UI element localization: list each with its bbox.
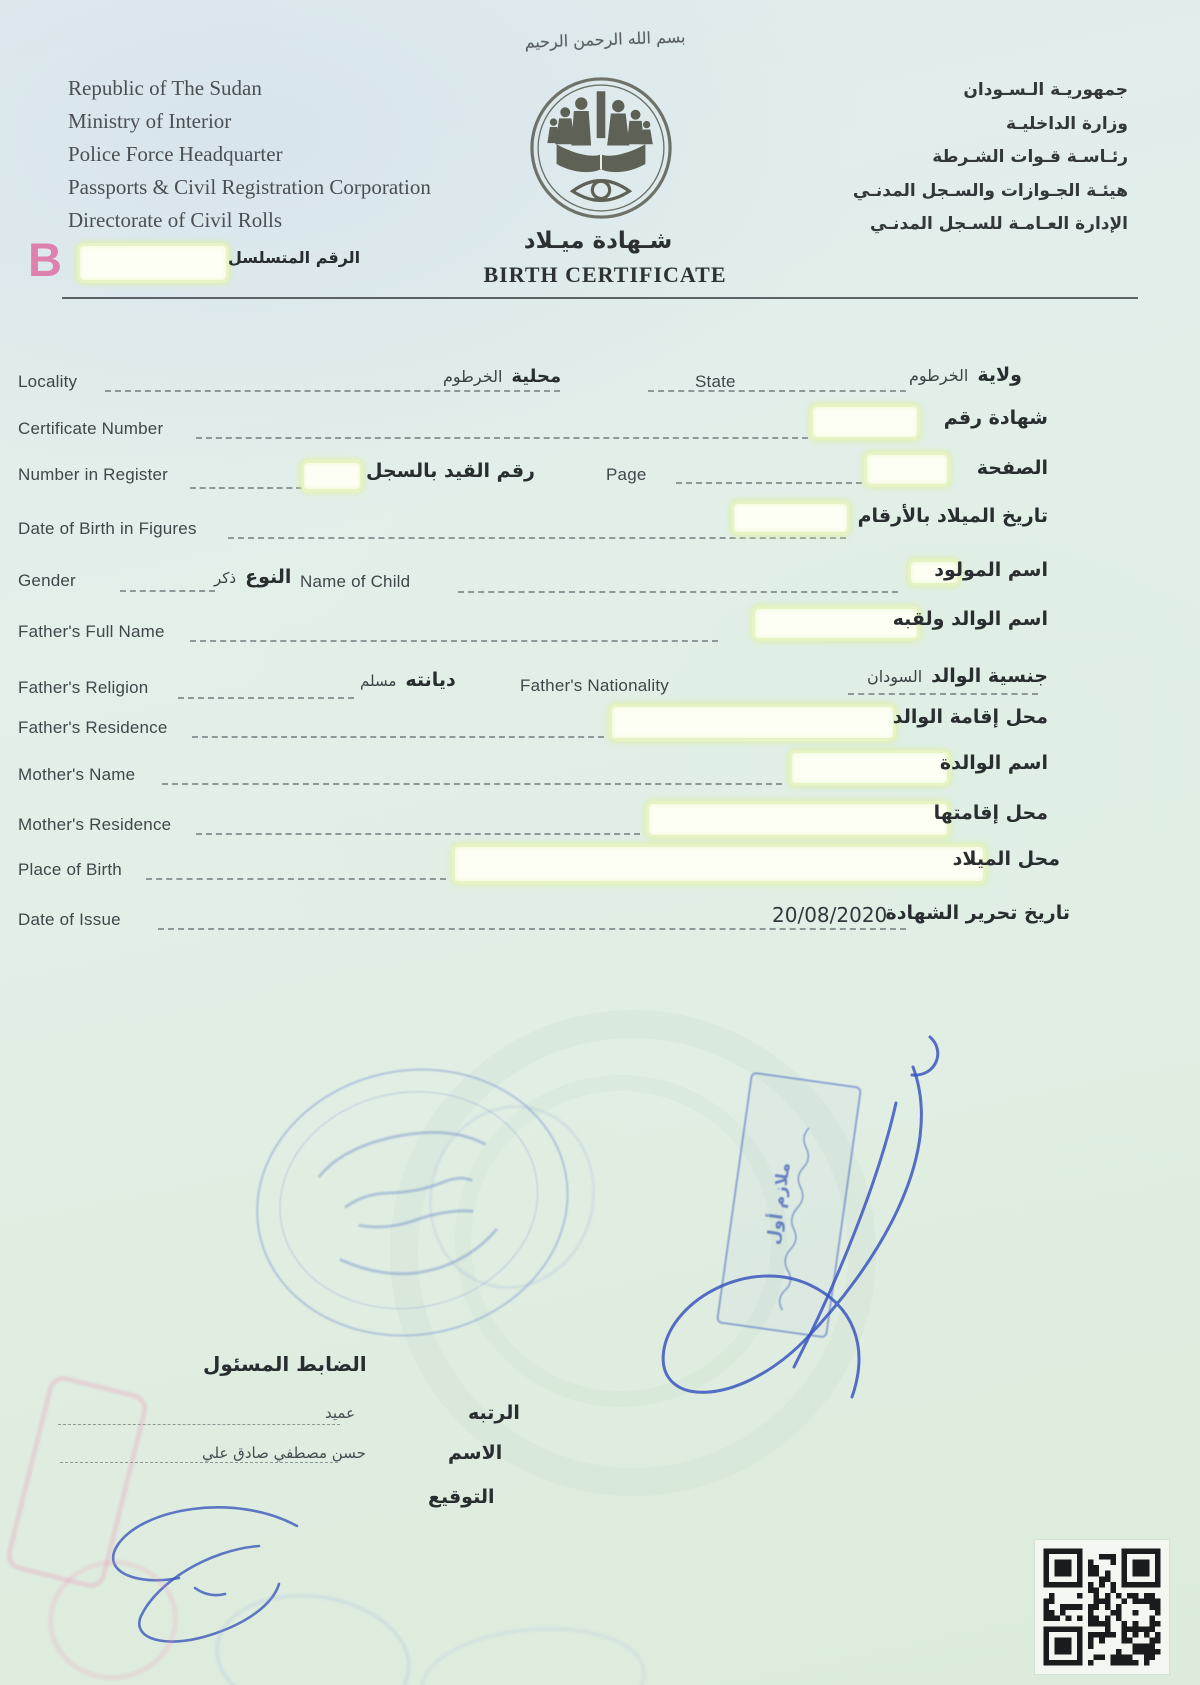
document-title-english: BIRTH CERTIFICATE — [483, 262, 727, 287]
dotted-line — [848, 693, 1038, 695]
gender-label: Gender — [18, 571, 76, 590]
locality-label: Locality — [18, 372, 78, 391]
page-number-redaction — [864, 452, 950, 487]
gender-value-pair — [214, 566, 291, 588]
father-residence-label: Father's Residence — [18, 718, 168, 737]
dotted-line — [105, 390, 560, 392]
org-line-ar: رئـاسـة قـوات الشـرطة — [932, 147, 1128, 167]
state-value-pair — [909, 364, 1022, 386]
father-nationality-arabic-value: السودان — [866, 667, 923, 686]
bismillah-calligraphy: بسم الله الرحمن الرحيم — [524, 27, 686, 52]
dotted-line — [190, 640, 718, 642]
state-arabic-value: الخرطوم — [908, 366, 969, 385]
place-of-birth-label: Place of Birth — [18, 860, 122, 879]
gender-arabic-label: النوع — [245, 566, 292, 588]
dob-figures-label: Date of Birth in Figures — [18, 519, 197, 538]
page-label: Page — [606, 465, 647, 484]
dotted-line — [228, 537, 846, 539]
father-nationality-arabic-label: جنسية الوالد — [931, 665, 1048, 687]
father-religion-arabic-value: مسلم — [360, 672, 397, 690]
officer-name-value: حسن مصطفي صادق علي — [202, 1444, 366, 1462]
officer-signature-large — [608, 1015, 998, 1435]
signature-label: التوقيع — [428, 1486, 495, 1508]
father-residence-redaction — [609, 704, 896, 741]
dotted-line — [196, 833, 640, 835]
father-name-arabic-label: اسم الوالد ولقبه — [892, 608, 1048, 630]
dotted-line — [676, 482, 862, 484]
org-lines-arabic — [828, 74, 1128, 242]
register-number-arabic-label: رقم القيد بالسجل — [366, 460, 535, 482]
place-of-birth-redaction — [452, 844, 986, 884]
rect-stamp-rank-text: ملازم أول — [763, 1161, 795, 1246]
mother-name-arabic-label: اسم الوالدة — [939, 752, 1048, 774]
rank-value: عميد — [325, 1404, 356, 1422]
date-of-issue-value: 20/08/2020 — [772, 903, 888, 927]
name-of-child-label: Name of Child — [300, 572, 411, 591]
org-line-en: Republic of The Sudan — [68, 76, 262, 100]
name-label: الاسم — [448, 1442, 503, 1464]
responsible-officer-title: الضابط المسئول — [203, 1352, 367, 1376]
org-line-ar: هيئـة الجـوازات والسـجل المدنـي — [852, 180, 1128, 201]
certificate-number-redaction — [810, 404, 920, 440]
org-line-ar: الإدارة العـامـة للسـجل المدنـي — [870, 214, 1128, 234]
dob-figures-arabic-label: تاريخ الميلاد بالأرقام — [857, 505, 1048, 527]
dotted-line — [178, 697, 354, 699]
org-line-en: Ministry of Interior — [68, 109, 232, 133]
state-label: State — [695, 372, 736, 391]
father-full-name-label: Father's Full Name — [18, 622, 165, 641]
register-number-redaction — [301, 460, 363, 492]
dotted-line — [648, 390, 906, 392]
gender-arabic-value: ذكر — [214, 569, 237, 587]
blue-stamp-ghost — [416, 1618, 650, 1685]
dotted-line — [120, 590, 215, 592]
mother-residence-label: Mother's Residence — [18, 815, 172, 834]
number-in-register-label: Number in Register — [18, 465, 169, 484]
org-line-ar: جمهوريـة الـسـودان — [963, 80, 1128, 100]
father-religion-arabic-label: ديانته — [405, 669, 456, 691]
dotted-line — [458, 591, 898, 593]
father-nationality-label: Father's Nationality — [520, 676, 669, 695]
mother-name-redaction — [789, 750, 950, 786]
civil-registry-emblem-icon — [527, 74, 675, 222]
dotted-line — [192, 736, 604, 738]
child-name-arabic-label: اسم المولود — [934, 559, 1048, 581]
mother-residence-arabic-label: محل إقامتها — [933, 802, 1048, 824]
rank-label: الرتبه — [468, 1402, 520, 1424]
serial-number-redaction — [77, 243, 229, 283]
dotted-line — [162, 783, 782, 785]
father-religion-value-pair — [360, 669, 456, 691]
page-arabic-label: الصفحة — [976, 457, 1048, 479]
locality-arabic-label: محلية — [511, 366, 562, 387]
mother-residence-redaction — [646, 801, 950, 838]
org-line-ar: وزارة الداخليـة — [1005, 113, 1128, 134]
certificate-number-arabic-label: شهادة رقم — [943, 407, 1048, 429]
serial-prefix-letter: B — [28, 233, 62, 286]
org-line-en: Passports & Civil Registration Corporation — [68, 175, 431, 199]
org-line-en: Directorate of Civil Rolls — [68, 208, 283, 232]
certificate-number-label: Certificate Number — [18, 419, 164, 438]
dotted-line — [158, 928, 906, 930]
org-line-en: Police Force Headquarter — [68, 142, 283, 166]
date-of-issue-label: Date of Issue — [18, 910, 121, 929]
dotted-line — [146, 878, 446, 880]
father-religion-label: Father's Religion — [18, 678, 149, 697]
date-of-issue-arabic-label: تاريخ تحرير الشهادة — [885, 902, 1070, 924]
serial-number-label: الرقم المتسلسل — [228, 248, 361, 267]
locality-value-pair — [443, 366, 561, 387]
father-residence-arabic-label: محل إقامة الوالد — [892, 706, 1048, 728]
header-divider — [62, 297, 1138, 299]
mother-name-label: Mother's Name — [18, 765, 136, 784]
state-arabic-label: ولاية — [977, 364, 1022, 386]
dotted-line — [196, 437, 808, 439]
dob-figures-redaction — [731, 501, 850, 535]
locality-arabic-value: الخرطوم — [443, 367, 503, 386]
father-nationality-value-pair — [867, 665, 1048, 687]
document-title-arabic: شـهادة ميـلاد — [523, 228, 673, 254]
place-of-birth-arabic-label: محل الميلاد — [952, 848, 1060, 870]
org-lines-english — [68, 72, 498, 237]
qr-code — [1035, 1540, 1169, 1674]
dotted-line — [190, 487, 302, 489]
